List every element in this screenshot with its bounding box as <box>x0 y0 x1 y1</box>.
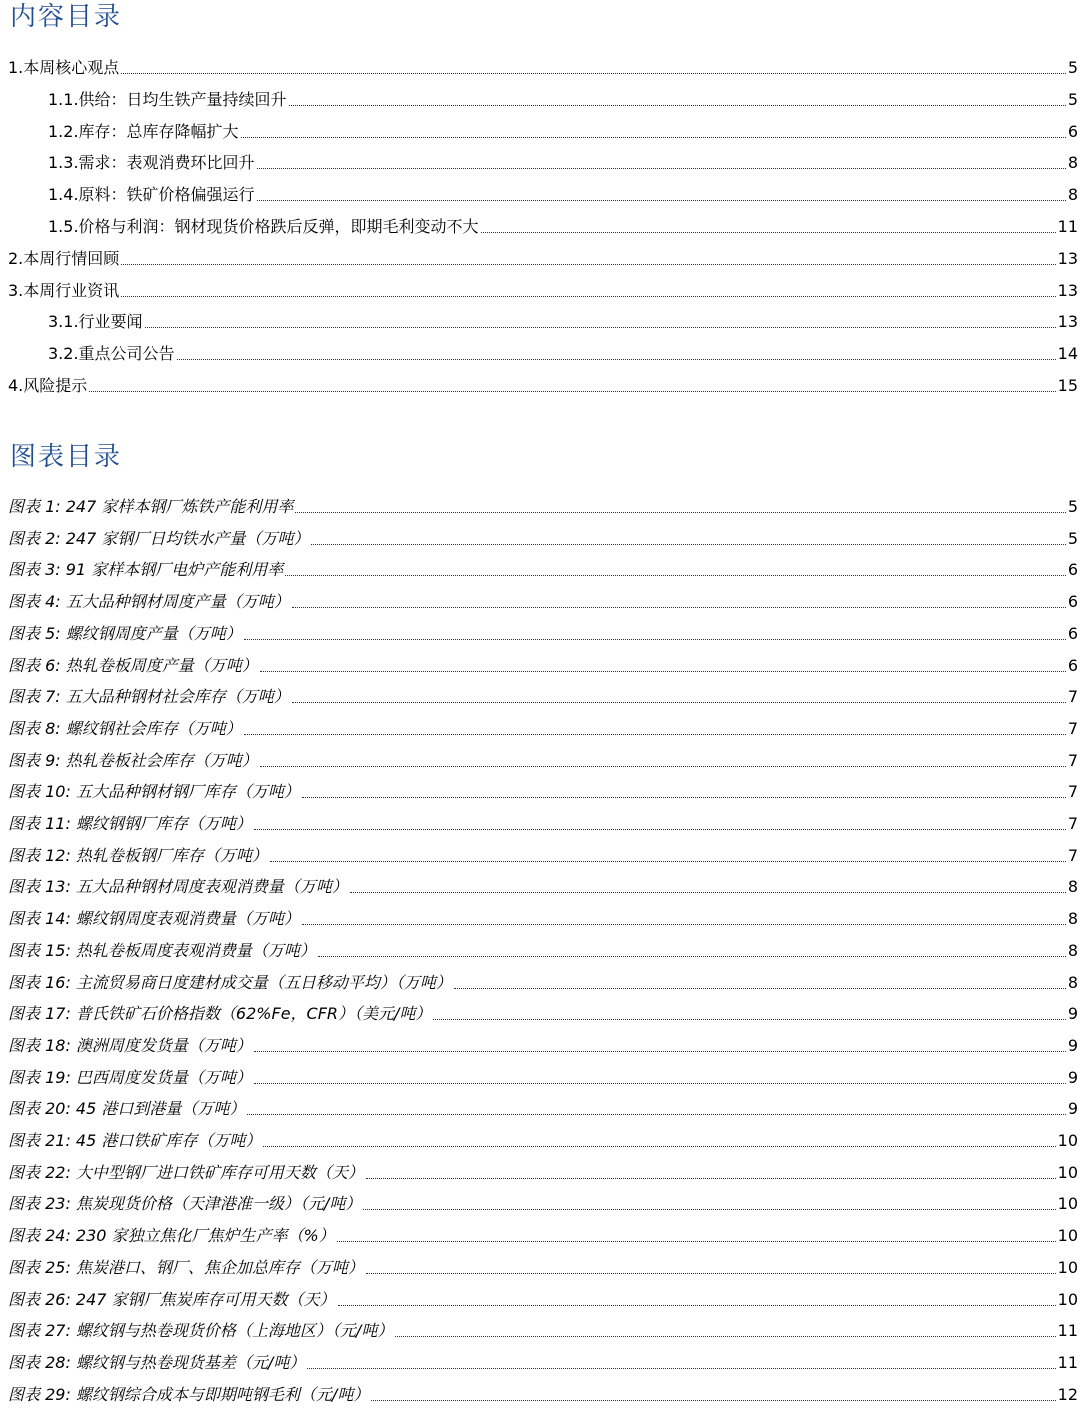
dot-leader <box>433 1018 1065 1020</box>
contents-entry[interactable] <box>0 175 1078 205</box>
figures-entry-page: 11 <box>1057 1352 1078 1372</box>
contents-entry-page: 6 <box>1067 121 1078 141</box>
contents-entry-page: 5 <box>1067 89 1078 109</box>
figures-entry[interactable] <box>0 1280 1078 1310</box>
dot-leader <box>121 72 1066 74</box>
dot-leader <box>289 104 1066 106</box>
figures-entry-title: 图表 5: 螺纹钢周度产量（万吨） <box>0 624 242 644</box>
contents-entry-title: 1.2.库存：总库存降幅扩大 <box>0 122 239 142</box>
dot-leader <box>145 326 1056 328</box>
figures-entry[interactable] <box>0 1248 1078 1278</box>
dot-leader <box>366 1272 1056 1274</box>
contents-entry[interactable] <box>0 239 1078 269</box>
figures-entry[interactable] <box>0 867 1078 897</box>
figures-entry-page: 7 <box>1067 782 1078 802</box>
dot-leader <box>338 1304 1056 1306</box>
figures-entry-title: 图表 25: 焦炭港口、钢厂、焦企加总库存（万吨） <box>0 1258 364 1278</box>
figures-entry[interactable] <box>0 1343 1078 1373</box>
figures-entry-title: 图表 29: 螺纹钢综合成本与即期吨钢毛利（元/吨） <box>0 1385 369 1405</box>
dot-leader <box>177 358 1056 360</box>
dot-leader <box>371 1399 1055 1401</box>
figures-entry-page: 9 <box>1067 1099 1078 1119</box>
dot-leader <box>337 1240 1056 1242</box>
figures-entry-page: 9 <box>1067 1035 1078 1055</box>
figures-entry[interactable] <box>0 1216 1078 1246</box>
figures-entry-page: 7 <box>1067 750 1078 770</box>
figures-entry-page: 9 <box>1067 1067 1078 1087</box>
figures-entry-title: 图表 7: 五大品种钢材社会库存（万吨） <box>0 687 290 707</box>
dot-leader <box>254 1082 1066 1084</box>
contents-entry-page: 13 <box>1057 248 1078 268</box>
figures-entry[interactable] <box>0 1089 1078 1119</box>
figures-entry-title: 图表 11: 螺纹钢钢厂库存（万吨） <box>0 814 252 834</box>
contents-entry-title: 2.本周行情回顾 <box>0 249 119 269</box>
figures-entry[interactable] <box>0 899 1078 929</box>
figures-entry-title: 图表 15: 热轧卷板周度表观消费量（万吨） <box>0 941 316 961</box>
dot-leader <box>481 231 1056 233</box>
figures-entry-title: 图表 13: 五大品种钢材周度表观消费量（万吨） <box>0 877 348 897</box>
figures-entry-page: 10 <box>1057 1289 1078 1309</box>
figures-entry-title: 图表 22: 大中型钢厂进口铁矿库存可用天数（天） <box>0 1163 364 1183</box>
dot-leader <box>260 670 1066 672</box>
figures-entry-page: 11 <box>1057 1321 1078 1341</box>
figures-entry-title: 图表 17: 普氏铁矿石价格指数（62%Fe，CFR）（美元/吨） <box>0 1004 431 1024</box>
figures-entry-page: 7 <box>1067 814 1078 833</box>
figures-entry-page: 7 <box>1067 718 1078 738</box>
figures-entry[interactable] <box>0 804 1078 834</box>
figures-entry-page: 6 <box>1067 592 1078 612</box>
figures-entry[interactable] <box>0 614 1078 644</box>
figures-entry-title: 图表 3: 91 家样本钢厂电炉产能利用率 <box>0 560 283 580</box>
figures-entry-title: 图表 8: 螺纹钢社会库存（万吨） <box>0 719 242 739</box>
dot-leader <box>292 606 1066 608</box>
contents-entry-title: 3.2.重点公司公告 <box>0 344 175 364</box>
figures-entry[interactable] <box>0 1058 1078 1088</box>
contents-entry[interactable] <box>0 143 1078 173</box>
contents-entry[interactable] <box>0 207 1078 237</box>
figures-entry[interactable] <box>0 931 1078 961</box>
figures-entry-title: 图表 9: 热轧卷板社会库存（万吨） <box>0 751 258 771</box>
contents-entry-title: 4.风险提示 <box>0 376 87 396</box>
figures-entry-page: 10 <box>1057 1194 1078 1214</box>
contents-title: 内容目录 <box>10 2 123 32</box>
figures-entry-title: 图表 4: 五大品种钢材周度产量（万吨） <box>0 592 290 612</box>
contents-entry-title: 1.3.需求：表观消费环比回升 <box>0 153 255 173</box>
contents-entry[interactable] <box>0 302 1078 332</box>
contents-entry-page: 11 <box>1057 217 1078 236</box>
contents-entry-page: 14 <box>1057 344 1078 364</box>
dot-leader <box>244 733 1066 735</box>
contents-entry-page: 8 <box>1067 153 1078 173</box>
figures-entry[interactable] <box>0 677 1078 707</box>
figures-entry-page: 10 <box>1057 1257 1078 1277</box>
figures-title: 图表目录 <box>10 442 123 472</box>
figures-entry[interactable] <box>0 1026 1078 1056</box>
dot-leader <box>254 828 1066 830</box>
figures-entry[interactable] <box>0 709 1078 739</box>
dot-leader <box>311 543 1065 545</box>
figures-entry-page: 8 <box>1067 909 1078 929</box>
figures-entry-title: 图表 2: 247 家钢厂日均铁水产量（万吨） <box>0 529 309 549</box>
figures-entry[interactable] <box>0 1121 1078 1151</box>
figures-entry-title: 图表 18: 澳洲周度发货量（万吨） <box>0 1036 252 1056</box>
figures-entry-page: 5 <box>1067 497 1078 516</box>
contents-entry-title: 1.4.原料：铁矿价格偏强运行 <box>0 185 255 205</box>
figures-entry[interactable] <box>0 1153 1078 1183</box>
dot-leader <box>263 1145 1055 1147</box>
dot-leader <box>121 263 1055 265</box>
dot-leader <box>285 574 1066 576</box>
figures-entry-page: 8 <box>1067 877 1078 897</box>
figures-entry-title: 图表 6: 热轧卷板周度产量（万吨） <box>0 656 258 676</box>
figures-entry[interactable] <box>0 1311 1078 1341</box>
dot-leader <box>257 199 1066 201</box>
figures-entry-title: 图表 10: 五大品种钢材钢厂库存（万吨） <box>0 782 300 802</box>
figures-entry-title: 图表 24: 230 家独立焦化厂焦炉生产率（%） <box>0 1226 335 1246</box>
contents-entry-page: 15 <box>1057 376 1078 395</box>
dot-leader <box>260 765 1066 767</box>
figures-entry[interactable] <box>0 1375 1078 1405</box>
dot-leader <box>302 923 1066 925</box>
figures-entry-page: 5 <box>1067 528 1078 548</box>
contents-entry-page: 13 <box>1057 312 1078 332</box>
contents-entry-title: 1.5.价格与利润：钢材现货价格跌后反弹，即期毛利变动不大 <box>0 217 479 237</box>
figures-entry-title: 图表 23: 焦炭现货价格（天津港准一级）（元/吨） <box>0 1194 361 1214</box>
dot-leader <box>257 167 1066 169</box>
figures-entry[interactable] <box>0 772 1078 802</box>
figures-entry-page: 8 <box>1067 940 1078 960</box>
dot-leader <box>350 891 1066 893</box>
dot-leader <box>241 136 1066 138</box>
dot-leader <box>244 638 1066 640</box>
dot-leader <box>295 511 1065 513</box>
figures-entry-title: 图表 27: 螺纹钢与热卷现货价格（上海地区）（元/吨） <box>0 1321 393 1341</box>
figures-entry[interactable] <box>0 550 1078 580</box>
figures-entry-page: 8 <box>1067 972 1078 992</box>
figures-entry-page: 6 <box>1067 560 1078 580</box>
dot-leader <box>318 955 1066 957</box>
figures-entry[interactable] <box>0 741 1078 771</box>
figures-entry-page: 7 <box>1067 687 1078 707</box>
figures-entry-title: 图表 21: 45 港口铁矿库存（万吨） <box>0 1131 261 1151</box>
figures-entry[interactable] <box>0 994 1078 1024</box>
dot-leader <box>302 796 1066 798</box>
figures-entry-title: 图表 26: 247 家钢厂焦炭库存可用天数（天） <box>0 1290 336 1310</box>
dot-leader <box>307 1367 1055 1369</box>
figures-entry-title: 图表 1: 247 家样本钢厂炼铁产能利用率 <box>0 497 293 517</box>
figures-entry-page: 10 <box>1057 1162 1078 1182</box>
figures-entry-title: 图表 20: 45 港口到港量（万吨） <box>0 1099 245 1119</box>
contents-entry[interactable] <box>0 334 1078 364</box>
dot-leader <box>292 701 1066 703</box>
figures-entry-page: 9 <box>1067 1004 1078 1024</box>
figures-entry-page: 7 <box>1067 845 1078 865</box>
dot-leader <box>254 1050 1066 1052</box>
contents-entry-page: 13 <box>1057 280 1078 300</box>
figures-entry[interactable] <box>0 646 1078 676</box>
dot-leader <box>395 1335 1055 1337</box>
figures-entry[interactable] <box>0 519 1078 549</box>
figures-entry[interactable] <box>0 487 1078 517</box>
figures-entry-page: 10 <box>1057 1131 1078 1150</box>
figures-entry[interactable] <box>0 836 1078 866</box>
figures-entry[interactable] <box>0 1184 1078 1214</box>
dot-leader <box>247 1113 1065 1115</box>
figures-entry[interactable] <box>0 582 1078 612</box>
contents-entry-title: 1.1.供给：日均生铁产量持续回升 <box>0 90 287 110</box>
contents-entry[interactable] <box>0 366 1078 396</box>
contents-entry[interactable] <box>0 80 1078 110</box>
figures-entry-page: 10 <box>1057 1226 1078 1246</box>
figures-entry-title: 图表 16: 主流贸易商日度建材成交量（五日移动平均）（万吨） <box>0 973 452 993</box>
figures-entry-title: 图表 12: 热轧卷板钢厂库存（万吨） <box>0 846 268 866</box>
contents-entry-page: 8 <box>1067 185 1078 205</box>
contents-entry-title: 3.1.行业要闻 <box>0 312 143 332</box>
figures-entry-page: 6 <box>1067 655 1078 675</box>
contents-entry[interactable] <box>0 271 1078 301</box>
dot-leader <box>270 860 1066 862</box>
dot-leader <box>363 1208 1055 1210</box>
dot-leader <box>454 987 1066 989</box>
figures-entry-title: 图表 28: 螺纹钢与热卷现货基差（元/吨） <box>0 1353 305 1373</box>
dot-leader <box>89 390 1055 392</box>
dot-leader <box>366 1177 1056 1179</box>
figures-entry-page: 6 <box>1067 623 1078 643</box>
contents-entry-title: 3.本周行业资讯 <box>0 281 119 301</box>
contents-entry[interactable] <box>0 48 1078 78</box>
contents-entry-page: 5 <box>1067 58 1078 77</box>
figures-entry-title: 图表 19: 巴西周度发货量（万吨） <box>0 1068 252 1088</box>
figures-entry[interactable] <box>0 963 1078 993</box>
contents-entry-title: 1.本周核心观点 <box>0 58 119 78</box>
figures-entry-page: 12 <box>1057 1384 1078 1404</box>
figures-entry-title: 图表 14: 螺纹钢周度表观消费量（万吨） <box>0 909 300 929</box>
contents-entry[interactable] <box>0 112 1078 142</box>
dot-leader <box>121 295 1055 297</box>
